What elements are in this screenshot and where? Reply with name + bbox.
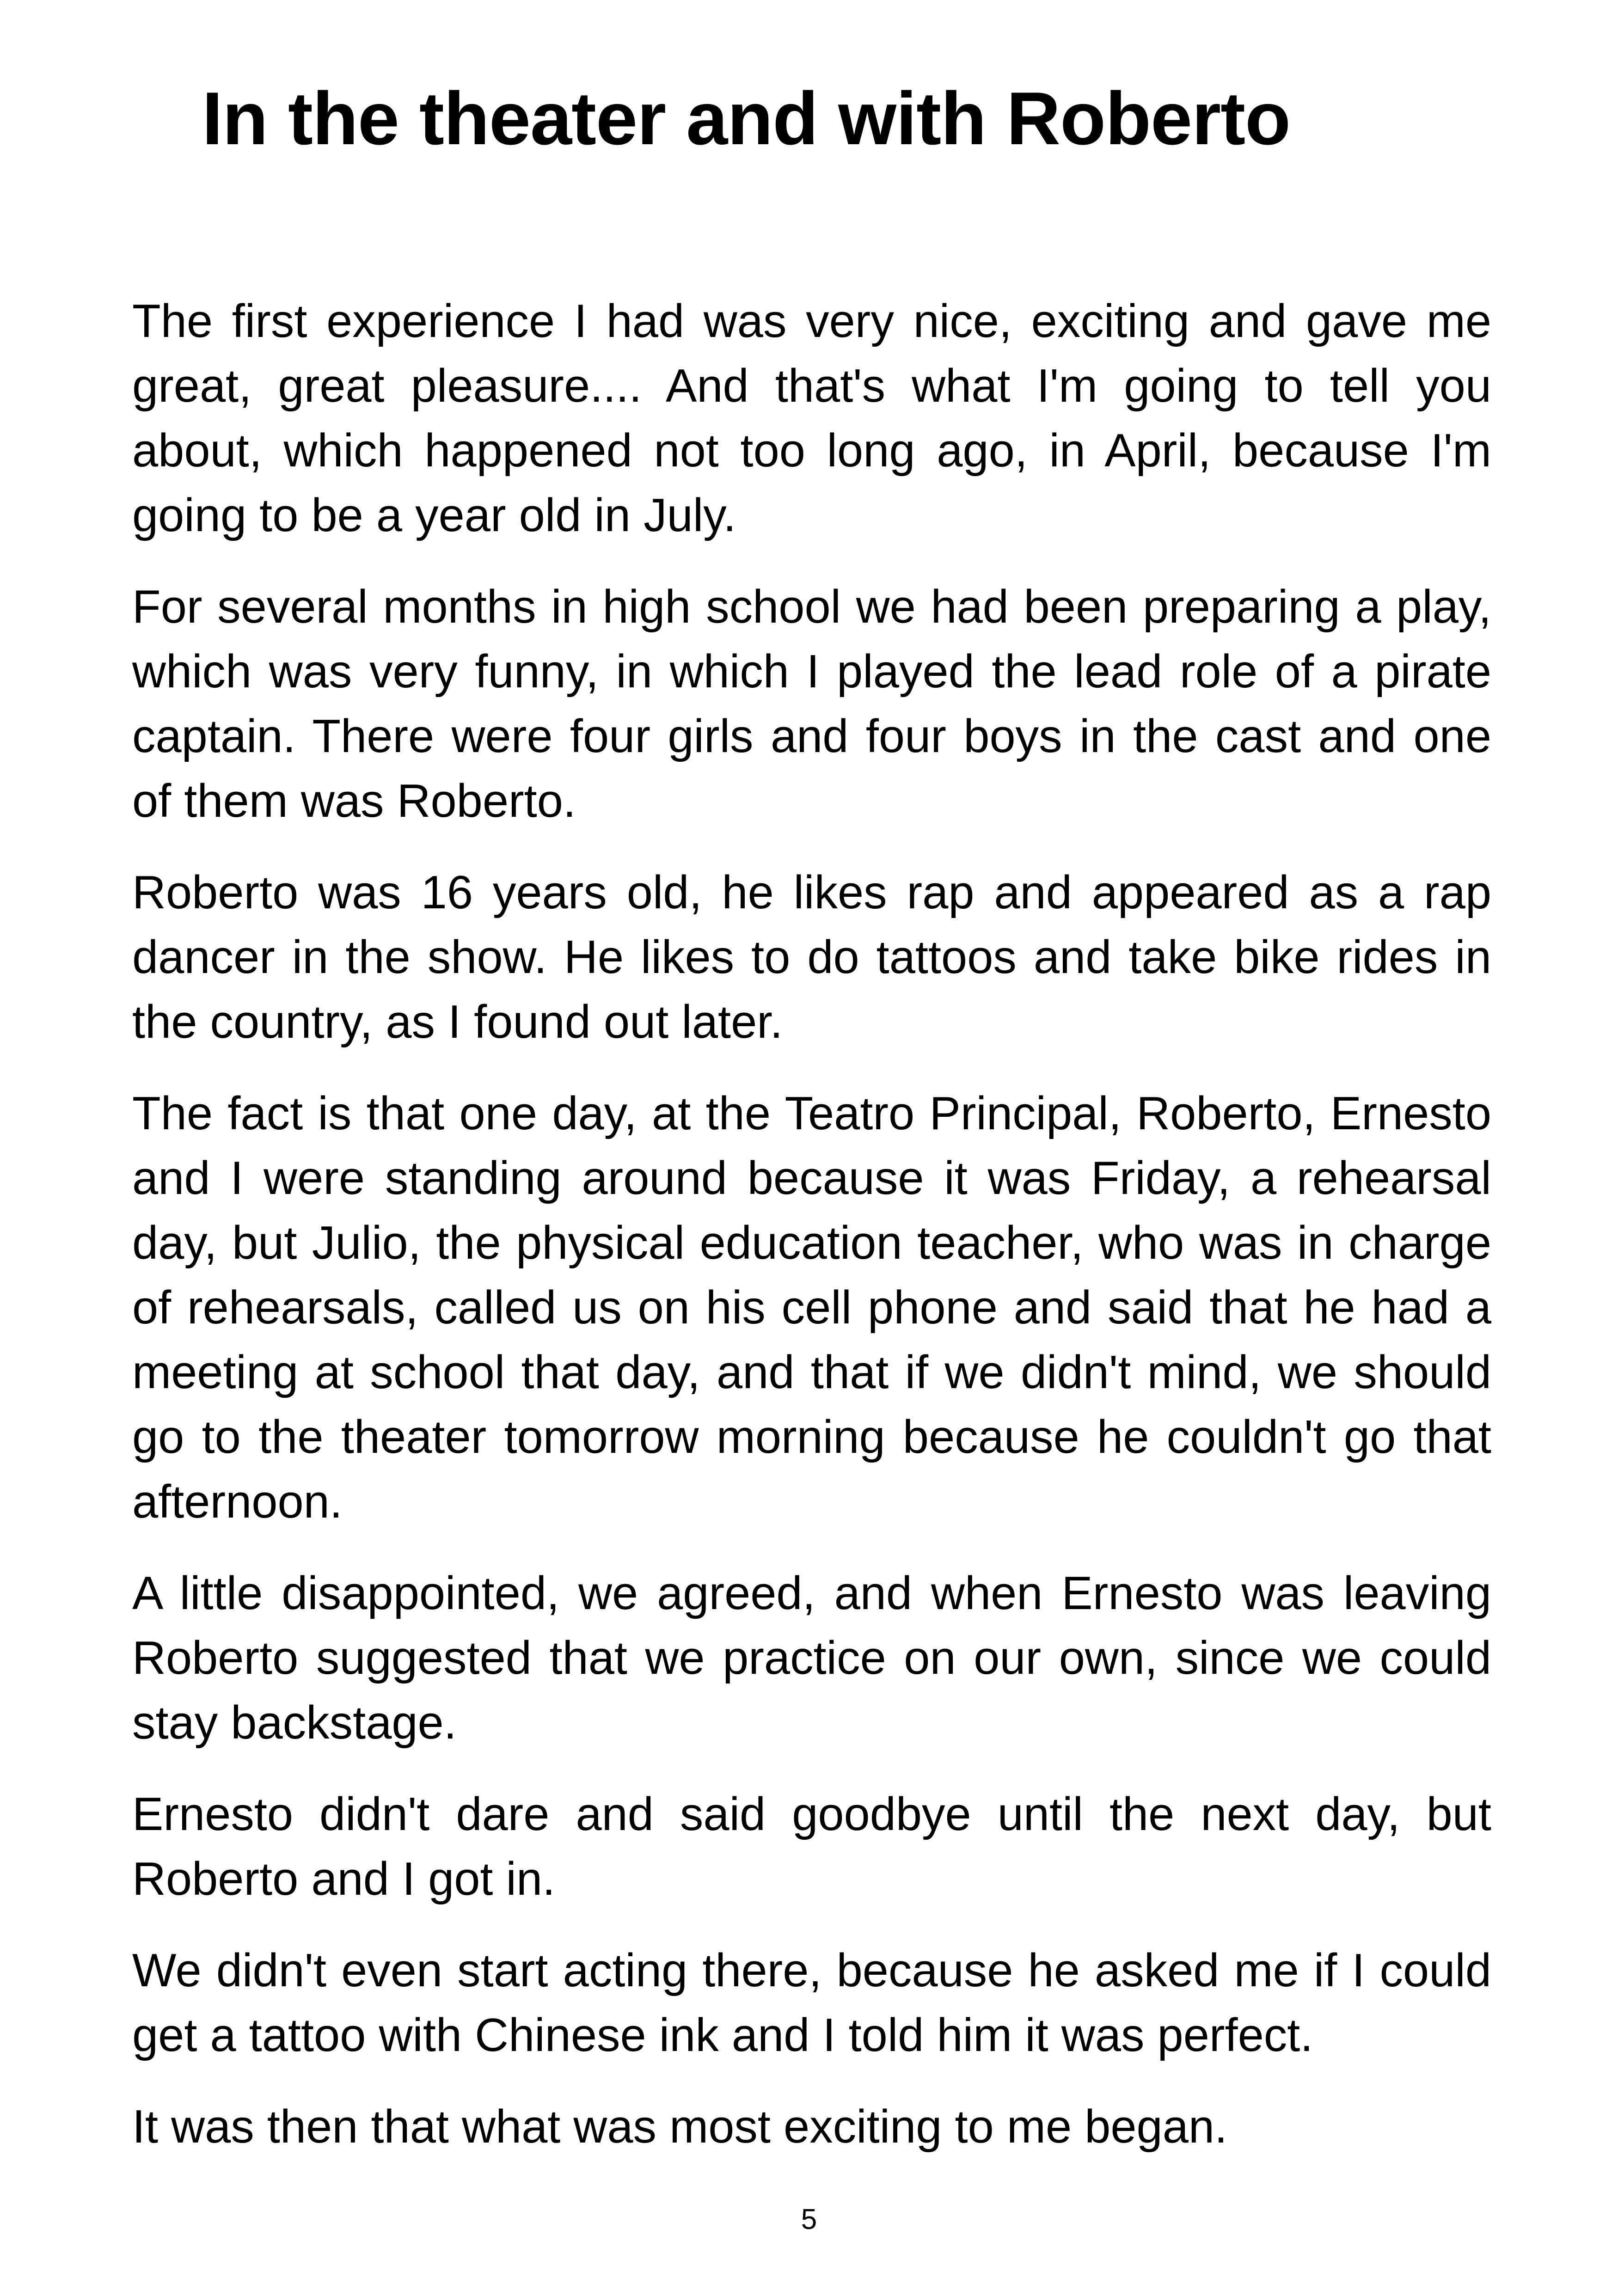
paragraph-6: Ernesto didn't dare and said goodbye until the next day, but Roberto and I got in. [132,1788,1491,1905]
body-text [132,289,1491,2186]
paragraph-7: We didn't even start acting there, because he asked me if I could get a tattoo with Chinese ink and I told him it was perfect. [132,1945,1491,2061]
paragraph-5: A little disappointed, we agreed, and when Ernesto was leaving Roberto suggested that we practice on our own, since we could stay backstage. [132,1567,1491,1749]
paragraph-2: For several months in high school we had been preparing a play, which was very funny, in which I played the lead role of a pirate captain. There were four girls and four boys in the cast and one of them was Roberto. [132,581,1491,827]
paragraph-3: Roberto was 16 years old, he likes rap and appeared as a rap dancer in the show. He likes to do tattoos and take bike rides in the country, as I found out later. [132,867,1491,1048]
page-title: In the theater and with Roberto [202,77,1291,160]
paragraph-4: The fact is that one day, at the Teatro Principal, Roberto, Ernesto and I were standing around because it was Friday, a rehearsal day, but Julio, the physical education teacher, who was in charge of rehearsals, called us on his cell phone and said that he had a meeting at school that day, and that if we didn't mind, we should go to the theater tomorrow morning because he couldn't go that afternoon. [132,1088,1491,1528]
paragraph-8: It was then that what was most exciting to me began. [132,2101,1228,2153]
page-number: 5 [801,2204,817,2235]
paragraph-1: The first experience I had was very nice, exciting and gave me great, great pleasure.... And that's what I'm going to tell you about, which happened not too long ago, in April, because I'm going to be a year old in July. [132,295,1491,541]
